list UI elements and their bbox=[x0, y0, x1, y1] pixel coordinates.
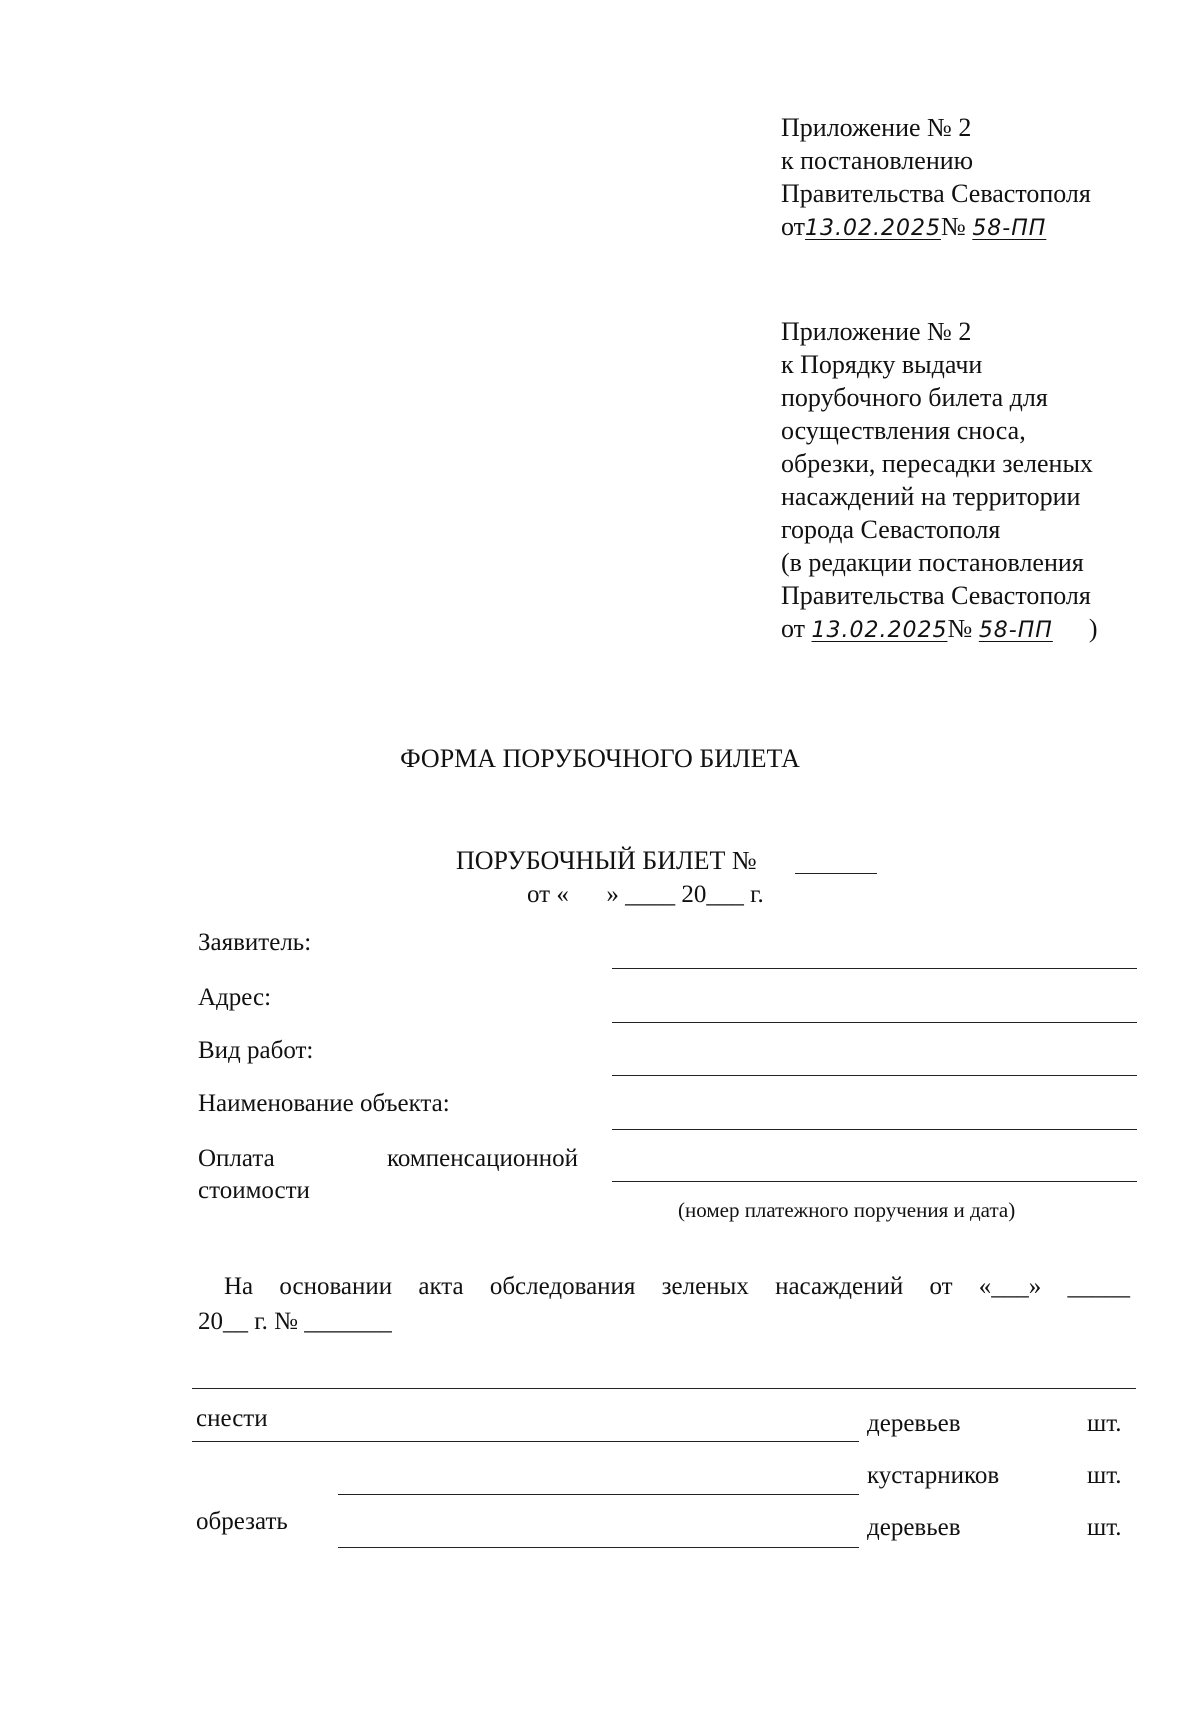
date-prefix: от bbox=[781, 614, 806, 643]
remove-shrubs-field[interactable] bbox=[338, 1494, 859, 1495]
work-type-label: Вид работ: bbox=[198, 1037, 314, 1064]
basis-line-2: 20__ г. № _______ bbox=[198, 1308, 392, 1335]
applicant-field[interactable] bbox=[612, 968, 1137, 969]
ticket-number-blank[interactable] bbox=[795, 873, 877, 874]
handwritten-number: 58-ПП bbox=[972, 216, 1047, 241]
object-name-label: Наименование объекта: bbox=[198, 1090, 450, 1117]
unit-label: шт. bbox=[1087, 1462, 1122, 1489]
appendix-2-line: порубочного билета для bbox=[781, 383, 1048, 412]
trees-label: деревьев bbox=[867, 1410, 961, 1437]
handwritten-date: 13.02.2025 bbox=[811, 618, 948, 643]
payment-hint: (номер платежного поручения и дата) bbox=[678, 1198, 1016, 1222]
basis-line-1: На основании акта обследования зеленых насаждений от «___» _____ bbox=[224, 1273, 1130, 1300]
ticket-date-line: от « » ____ 20___ г. bbox=[527, 881, 764, 908]
remove-label: снести bbox=[196, 1405, 268, 1432]
appendix-2-line: Правительства Севастополя bbox=[781, 581, 1091, 610]
trim-label: обрезать bbox=[196, 1508, 288, 1535]
shrubs-label: кустарников bbox=[867, 1462, 1000, 1489]
work-type-field[interactable] bbox=[612, 1075, 1137, 1076]
appendix-header-1 bbox=[781, 111, 1181, 245]
basis-blank-line[interactable] bbox=[192, 1388, 1136, 1389]
number-label: № bbox=[947, 614, 973, 643]
appendix-header-2 bbox=[781, 315, 1181, 647]
object-name-field[interactable] bbox=[612, 1129, 1137, 1130]
handwritten-number: 58-ПП bbox=[978, 618, 1053, 643]
appendix-1-line: Правительства Севастополя bbox=[781, 179, 1091, 208]
appendix-2-line: города Севастополя bbox=[781, 515, 1001, 544]
unit-label: шт. bbox=[1087, 1514, 1122, 1541]
appendix-2-line: (в редакции постановления bbox=[781, 548, 1084, 577]
payment-label-word3: стоимости bbox=[198, 1177, 310, 1204]
payment-field[interactable] bbox=[612, 1181, 1137, 1182]
address-field[interactable] bbox=[612, 1022, 1137, 1023]
payment-label-word2: компенсационной bbox=[387, 1145, 578, 1172]
ticket-heading-text: ПОРУБОЧНЫЙ БИЛЕТ № bbox=[456, 846, 757, 875]
payment-label-word1: Оплата bbox=[198, 1145, 275, 1172]
address-label: Адрес: bbox=[198, 984, 272, 1011]
appendix-1-line: к постановлению bbox=[781, 146, 974, 175]
closing-paren: ) bbox=[1088, 614, 1098, 643]
appendix-2-date-line bbox=[781, 612, 1181, 647]
handwritten-date: 13.02.2025 bbox=[805, 216, 941, 241]
unit-label: шт. bbox=[1087, 1410, 1122, 1437]
appendix-2-line: обрезки, пересадки зеленых bbox=[781, 449, 1093, 478]
number-label: № bbox=[941, 212, 966, 241]
trim-trees-field[interactable] bbox=[338, 1547, 859, 1548]
appendix-1-line: Приложение № 2 bbox=[781, 113, 972, 142]
appendix-1-date-line bbox=[781, 210, 1181, 245]
trees-label: деревьев bbox=[867, 1514, 961, 1541]
appendix-2-line: Приложение № 2 bbox=[781, 317, 972, 346]
ticket-heading bbox=[456, 844, 757, 877]
appendix-2-line: осуществления сноса, bbox=[781, 416, 1026, 445]
remove-trees-field[interactable] bbox=[192, 1441, 859, 1442]
form-title: ФОРМА ПОРУБОЧНОГО БИЛЕТА bbox=[400, 744, 800, 773]
appendix-2-line: к Порядку выдачи bbox=[781, 350, 983, 379]
appendix-2-line: насаждений на территории bbox=[781, 482, 1081, 511]
date-prefix: от bbox=[781, 212, 806, 241]
applicant-label: Заявитель: bbox=[198, 929, 312, 956]
